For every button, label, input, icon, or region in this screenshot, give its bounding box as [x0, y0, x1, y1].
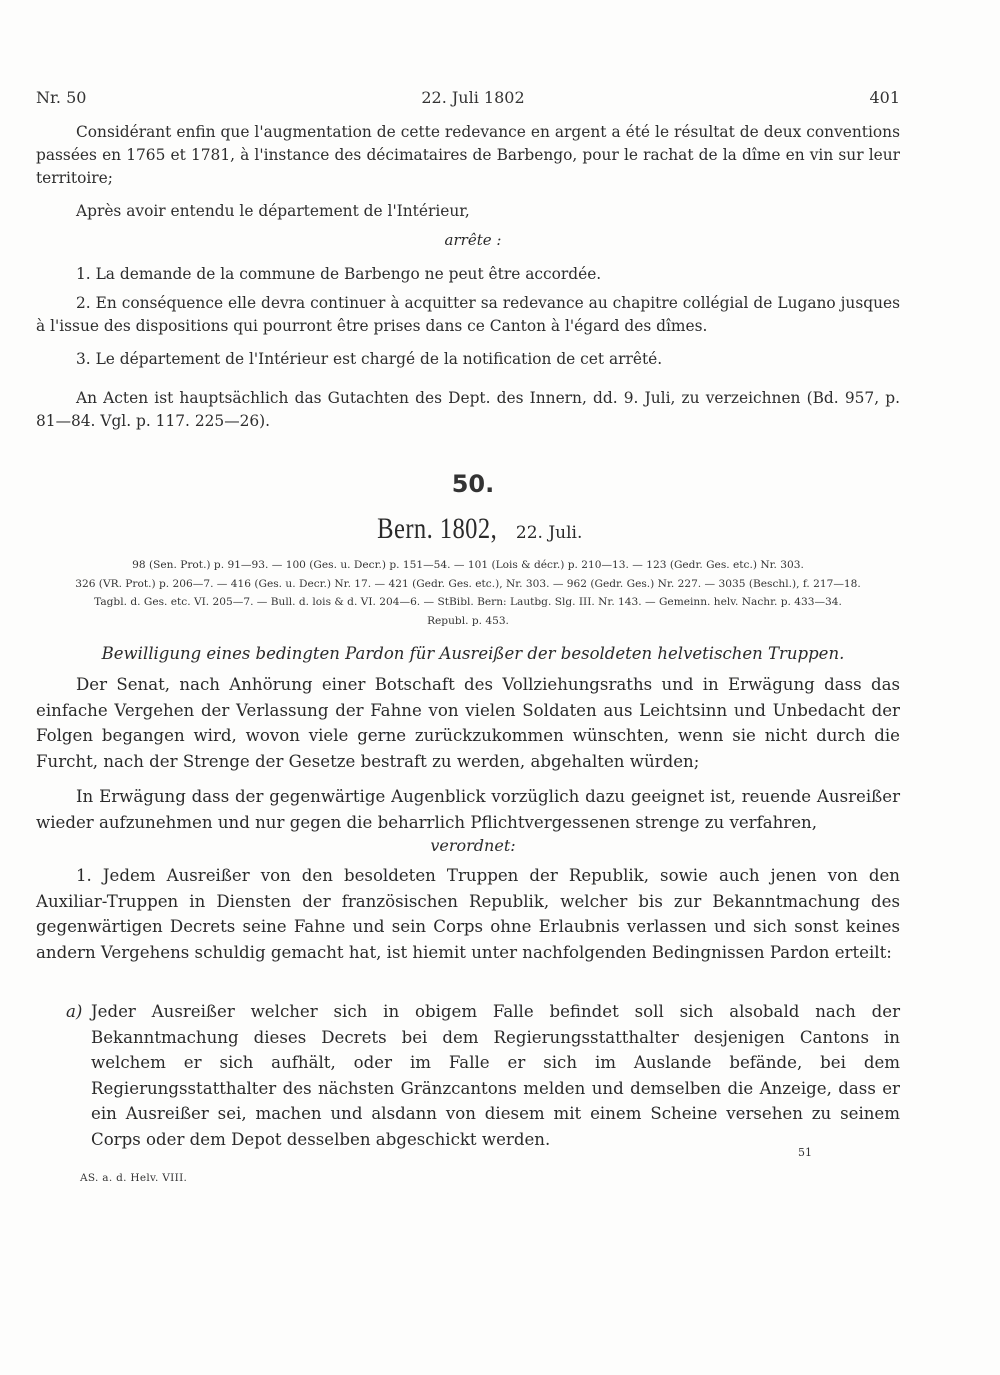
- place-date-heading: [0, 512, 946, 546]
- archive-note: [36, 387, 900, 433]
- french-paragraph-2: [36, 200, 900, 223]
- decision-item-3: [36, 348, 900, 371]
- paragraph-text: Considérant enfin que l'augmentation de cette redevance en argent a été le résultat de deux conventions passées en 1765 et 1781, à l'instance des décimataires de Barbengo, pour le rachat de la dîme en vin sur leur territoire;: [36, 123, 900, 187]
- item-text: 2. En conséquence elle devra continuer à acquitter sa redevance au chapitre collégial de Lugano jusques à l'issue des dispositions qui pourront être prises dans ce Canton à l'égard des dîmes.: [36, 294, 900, 335]
- footer-sheet-number: 51: [798, 1146, 812, 1159]
- article-text: Jeder Ausreißer welcher sich in obigem Falle befindet soll sich alsobald nach der Bekanntmachung dieses Decrets bei dem Regierungsstatthalter desjenigen Cantons in welchem er sich aufhält, oder im Falle er sich im Auslande befände, bei dem Regierungsstatthalter des nächsten Gränzcantons melden und demselben die Anzeige, dass er ein Ausreißer sei, machen und alsdann von diesem mit einem Scheine versehen zu seinem Corps oder dem Depot desselben abgeschickt werden.: [91, 1002, 900, 1149]
- article-label: a): [66, 1002, 83, 1021]
- paragraph-text: Après avoir entendu le département de l'Intérieur,: [76, 202, 470, 220]
- paragraph-text: Der Senat, nach Anhörung einer Botschaft des Vollziehungsraths und in Erwägung dass das einfache Vergehen der Verlassung der Fahne von vielen Soldaten aus Leichtsinn und Unbedacht der Folgen begangen wird, wovon viele gerne zurückzukommen wünschten, wenn sie nicht durch die Furcht, nach der Strenge der Gesetze bestraft zu werden, abgehalten würden;: [36, 675, 900, 771]
- header-date: 22. Juli 1802: [421, 88, 525, 107]
- header-doc-number: Nr. 50: [36, 88, 87, 107]
- source-references: [36, 556, 900, 630]
- preamble-paragraph-1: [36, 672, 900, 774]
- preamble-paragraph-2: [36, 784, 900, 835]
- article-text: 1. Jedem Ausreißer von den besoldeten Truppen der Republik, sowie auch jenen von den Auxiliar-Truppen in Diensten der französischen Republik, welcher bis zur Bekanntmachung des gegenwärtigen Decrets seine Fahne und sein Corps ohne Erlaubnis verlassen und sich sonst keines andern Vergehens schuldig gemacht hat, ist hiemit unter nachfolgenden Bedingnissen Pardon erteilt:: [36, 866, 900, 962]
- item-text: 1. La demande de la commune de Barbengo ne peut être accordée.: [76, 265, 602, 283]
- reference-line: Republ. p. 453.: [427, 614, 509, 627]
- page-number: 401: [869, 88, 900, 107]
- reference-line: Tagbl. d. Ges. etc. VI. 205—7. — Bull. d. lois & d. VI. 204—6. — StBibl. Bern: Lautbg. Slg. III. Nr. 143. — Gemeinn. helv. Nachr. p. 433—34.: [94, 596, 842, 608]
- arrete-heading: arrête :: [444, 231, 502, 249]
- item-text: 3. Le département de l'Intérieur est chargé de la notification de cet arrêté.: [76, 350, 663, 368]
- reference-line: 326 (VR. Prot.) p. 206—7. — 416 (Ges. u. Decr.) Nr. 17. — 421 (Gedr. Ges. etc.), Nr. 303. — 962 (Gedr. Ges.) Nr. 227. — 3035 (Beschl.), f. 217—18.: [75, 577, 861, 590]
- document-number: 50.: [451, 470, 495, 498]
- decree-title: Bewilligung eines bedingten Pardon für Ausreißer der besoldeten helvetischen Truppen.: [101, 644, 845, 663]
- place-year: Bern. 1802,: [376, 512, 497, 545]
- verordnet-heading: verordnet:: [430, 836, 516, 855]
- french-paragraph-1: [36, 121, 900, 190]
- reference-line: 98 (Sen. Prot.) p. 91—93. — 100 (Ges. u. Decr.) p. 151—54. — 101 (Lois & décr.) p. 210—13. — 123 (Gedr. Ges. etc.) Nr. 303.: [132, 559, 804, 571]
- day-month: 22. Juli.: [515, 523, 583, 543]
- decision-item-1: [36, 263, 900, 286]
- footer-collection: AS. a. d. Helv. VIII.: [80, 1172, 188, 1184]
- article-1: [36, 863, 900, 965]
- note-text: An Acten ist hauptsächlich das Gutachten des Dept. des Innern, dd. 9. Juli, zu verzeichnen (Bd. 957, p. 81—84. Vgl. p. 117. 225—26).: [36, 389, 900, 430]
- decision-item-2: [36, 292, 900, 338]
- article-1a: [36, 999, 900, 1153]
- paragraph-text: In Erwägung dass der gegenwärtige Augenblick vorzüglich dazu geeignet ist, reuende Ausreißer wieder aufzunehmen und nur gegen die beharrlich Pflichtvergessenen strenge zu verfahren,: [36, 787, 900, 832]
